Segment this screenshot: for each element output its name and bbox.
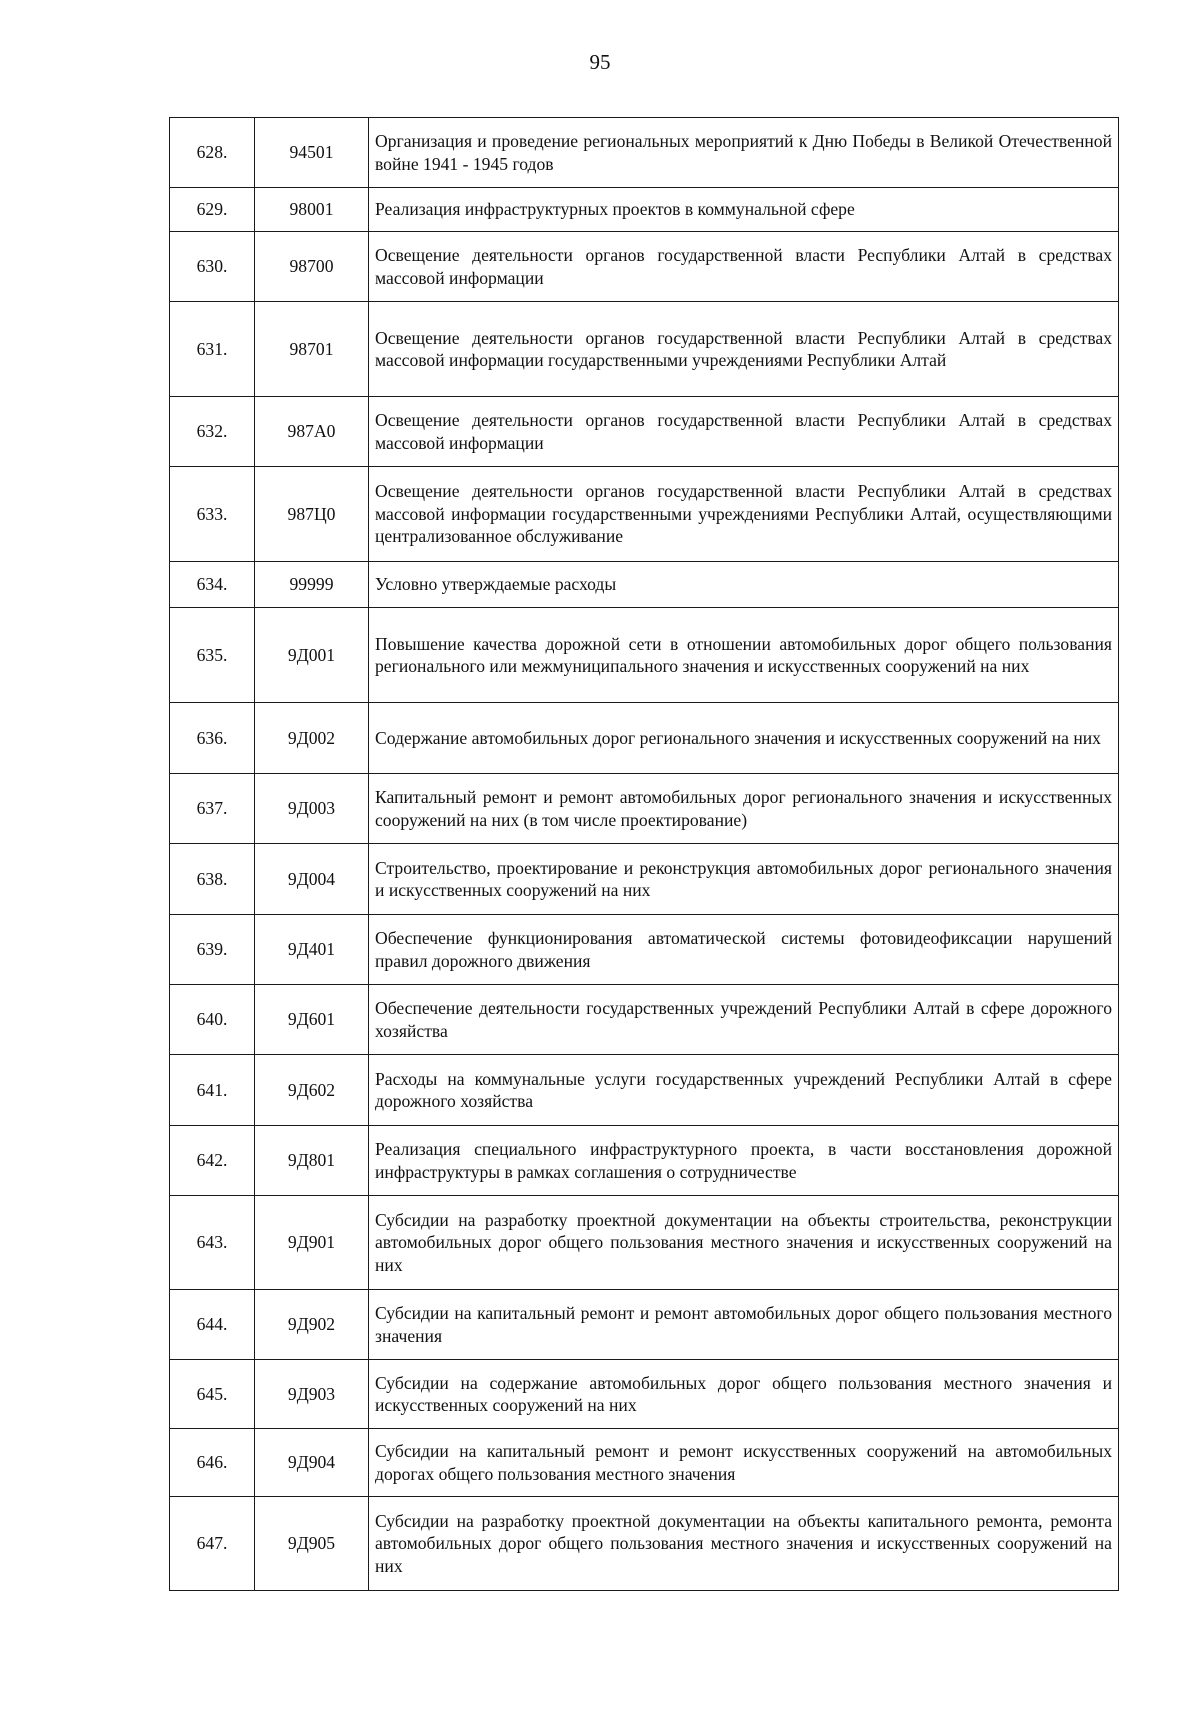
row-number: 635.: [170, 608, 255, 703]
row-code: 9Д902: [255, 1290, 369, 1360]
table-row: [170, 1055, 1119, 1126]
row-number: 628.: [170, 118, 255, 188]
row-number: 647.: [170, 1497, 255, 1591]
row-description: Субсидии на содержание автомобильных дорог общего пользования местного значения и искусственных сооружений на них: [369, 1360, 1119, 1429]
row-code: 9Д003: [255, 774, 369, 844]
page-number: 95: [589, 50, 611, 74]
row-description: Содержание автомобильных дорог регионального значения и искусственных сооружений на них: [369, 703, 1119, 774]
row-description: Расходы на коммунальные услуги государственных учреждений Республики Алтай в сфере дорожного хозяйства: [369, 1055, 1119, 1126]
row-code: 98700: [255, 232, 369, 302]
row-description: Субсидии на разработку проектной документации на объекты капитального ремонта, ремонта автомобильных дорог общего пользования местного значения и искусственных сооружений на них: [369, 1497, 1119, 1591]
row-code: 99999: [255, 562, 369, 608]
row-description: Освещение деятельности органов государственной власти Республики Алтай в средствах массовой информации: [369, 397, 1119, 467]
table-row: [170, 188, 1119, 232]
table-row: [170, 703, 1119, 774]
row-code: 98701: [255, 302, 369, 397]
row-code: 9Д903: [255, 1360, 369, 1429]
row-description: Субсидии на разработку проектной документации на объекты строительства, реконструкции автомобильных дорог общего пользования местного значения и искусственных сооружений на них: [369, 1196, 1119, 1290]
row-description: Обеспечение функционирования автоматической системы фотовидеофиксации нарушений правил дорожного движения: [369, 915, 1119, 985]
row-description: Повышение качества дорожной сети в отношении автомобильных дорог общего пользования регионального или межмуниципального значения и искусственных сооружений на них: [369, 608, 1119, 703]
row-description: Организация и проведение региональных мероприятий к Дню Победы в Великой Отечественной войне 1941 - 1945 годов: [369, 118, 1119, 188]
row-description: Обеспечение деятельности государственных учреждений Республики Алтай в сфере дорожного хозяйства: [369, 985, 1119, 1055]
table-row: [170, 397, 1119, 467]
table-row: [170, 1497, 1119, 1591]
row-code: 9Д904: [255, 1429, 369, 1497]
row-number: 638.: [170, 844, 255, 915]
table-row: [170, 985, 1119, 1055]
row-number: 637.: [170, 774, 255, 844]
row-code: 987А0: [255, 397, 369, 467]
row-number: 642.: [170, 1126, 255, 1196]
row-description: Освещение деятельности органов государственной власти Республики Алтай в средствах массовой информации государственными учреждениями Республики Алтай: [369, 302, 1119, 397]
row-code: 9Д401: [255, 915, 369, 985]
table-row: [170, 915, 1119, 985]
row-description: Субсидии на капитальный ремонт и ремонт искусственных сооружений на автомобильных дорогах общего пользования местного значения: [369, 1429, 1119, 1497]
table-row: [170, 1290, 1119, 1360]
table-row: [170, 774, 1119, 844]
row-description: Реализация специального инфраструктурного проекта, в части восстановления дорожной инфраструктуры в рамках соглашения о сотрудничестве: [369, 1126, 1119, 1196]
row-number: 636.: [170, 703, 255, 774]
row-number: 634.: [170, 562, 255, 608]
row-code: 9Д901: [255, 1196, 369, 1290]
table-row: [170, 1360, 1119, 1429]
row-number: 630.: [170, 232, 255, 302]
row-number: 632.: [170, 397, 255, 467]
row-code: 9Д905: [255, 1497, 369, 1591]
row-description: Условно утверждаемые расходы: [369, 562, 1119, 608]
row-number: 646.: [170, 1429, 255, 1497]
row-code: 9Д002: [255, 703, 369, 774]
row-code: 98001: [255, 188, 369, 232]
row-code: 987Ц0: [255, 467, 369, 562]
table-row: [170, 844, 1119, 915]
row-number: 641.: [170, 1055, 255, 1126]
table-row: [170, 1429, 1119, 1497]
row-code: 9Д602: [255, 1055, 369, 1126]
classification-table: [169, 117, 1119, 1591]
row-number: 643.: [170, 1196, 255, 1290]
row-description: Строительство, проектирование и реконструкция автомобильных дорог регионального значения и искусственных сооружений на них: [369, 844, 1119, 915]
row-number: 644.: [170, 1290, 255, 1360]
table-row: [170, 302, 1119, 397]
row-number: 645.: [170, 1360, 255, 1429]
row-number: 639.: [170, 915, 255, 985]
row-description: Освещение деятельности органов государственной власти Республики Алтай в средствах массовой информации государственными учреждениями Республики Алтай, осуществляющими централизованное обслуживание: [369, 467, 1119, 562]
row-code: 9Д004: [255, 844, 369, 915]
table-row: [170, 232, 1119, 302]
table-row: [170, 608, 1119, 703]
row-description: Капитальный ремонт и ремонт автомобильных дорог регионального значения и искусственных сооружений на них (в том числе проектирование): [369, 774, 1119, 844]
table-row: [170, 1196, 1119, 1290]
row-description: Реализация инфраструктурных проектов в коммунальной сфере: [369, 188, 1119, 232]
row-code: 9Д601: [255, 985, 369, 1055]
row-code: 9Д001: [255, 608, 369, 703]
row-number: 633.: [170, 467, 255, 562]
table-row: [170, 1126, 1119, 1196]
row-description: Субсидии на капитальный ремонт и ремонт автомобильных дорог общего пользования местного значения: [369, 1290, 1119, 1360]
row-description: Освещение деятельности органов государственной власти Республики Алтай в средствах массовой информации: [369, 232, 1119, 302]
row-number: 640.: [170, 985, 255, 1055]
table-row: [170, 467, 1119, 562]
row-code: 9Д801: [255, 1126, 369, 1196]
row-number: 631.: [170, 302, 255, 397]
table-row: [170, 118, 1119, 188]
row-code: 94501: [255, 118, 369, 188]
row-number: 629.: [170, 188, 255, 232]
table-row: [170, 562, 1119, 608]
